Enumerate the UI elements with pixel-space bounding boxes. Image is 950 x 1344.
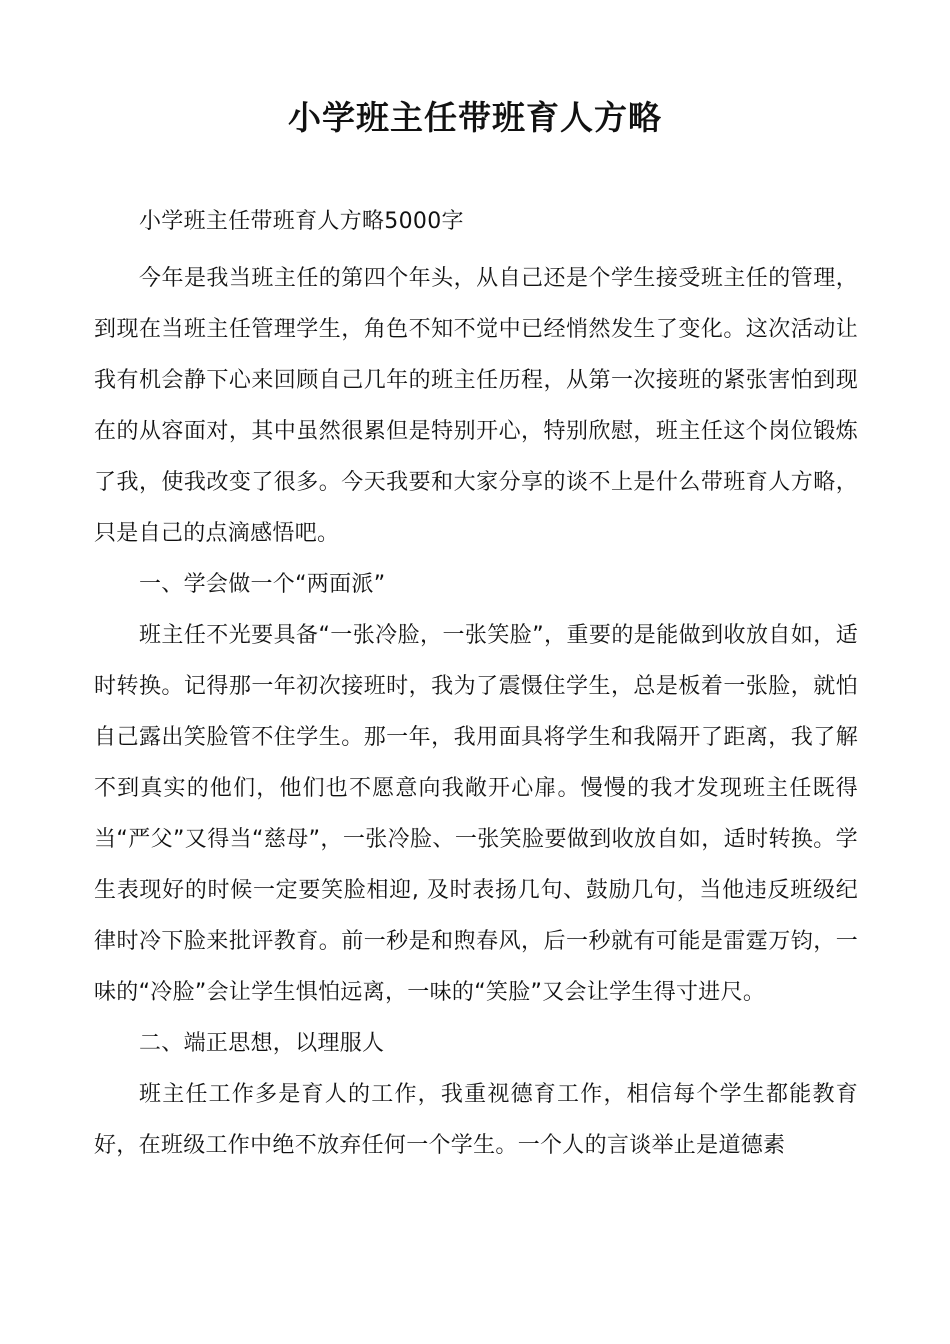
document-body [94,196,858,1171]
section-heading-2: 二、端正思想，以理服人 [139,1031,385,1056]
section-heading-1: 一、学会做一个“两面派” [139,572,386,597]
paragraph-section-2: 班主任工作多是育人的工作，我重视德育工作，相信每个学生都能教育好，在班级工作中绝不放弃任何一个学生。一个人的言谈举止是道德素 [94,1082,858,1158]
document-subtitle: 小学班主任带班育人方略5000字 [139,209,464,234]
paragraph-section-1: 班主任不光要具备“一张冷脸，一张笑脸”，重要的是能做到收放自如，适时转换。记得那一年初次接班时，我为了震慑住学生，总是板着一张脸，就怕自己露出笑脸管不住学生。那一年，我用面具将学生和我隔开了距离，我了解不到真实的他们，他们也不愿意向我敞开心扉。慢慢的我才发现班主任既得当“严父”又得当“慈母”，一张冷脸、一张笑脸要做到收放自如，适时转换。学生表现好的时候一定要笑脸相迎, 及时表扬几句、鼓励几句，当他违反班级纪律时冷下脸来批评教育。前一秒是和煦春风，后一秒就有可能是雷霆万钧，一味的“冷脸”会让学生惧怕远离，一味的“笑脸”又会让学生得寸进尺。 [94,623,858,1005]
paragraph-intro: 今年是我当班主任的第四个年头，从自己还是个学生接受班主任的管理，到现在当班主任管理学生，角色不知不觉中已经悄然发生了变化。这次活动让我有机会静下心来回顾自己几年的班主任历程，从第一次接班的紧张害怕到现在的从容面对，其中虽然很累但是特别开心，特别欣慰，班主任这个岗位锻炼了我，使我改变了很多。今天我要和大家分享的谈不上是什么带班育人方略，只是自己的点滴感悟吧。 [94,266,858,546]
document-title: 小学班主任带班育人方略 [288,98,662,137]
